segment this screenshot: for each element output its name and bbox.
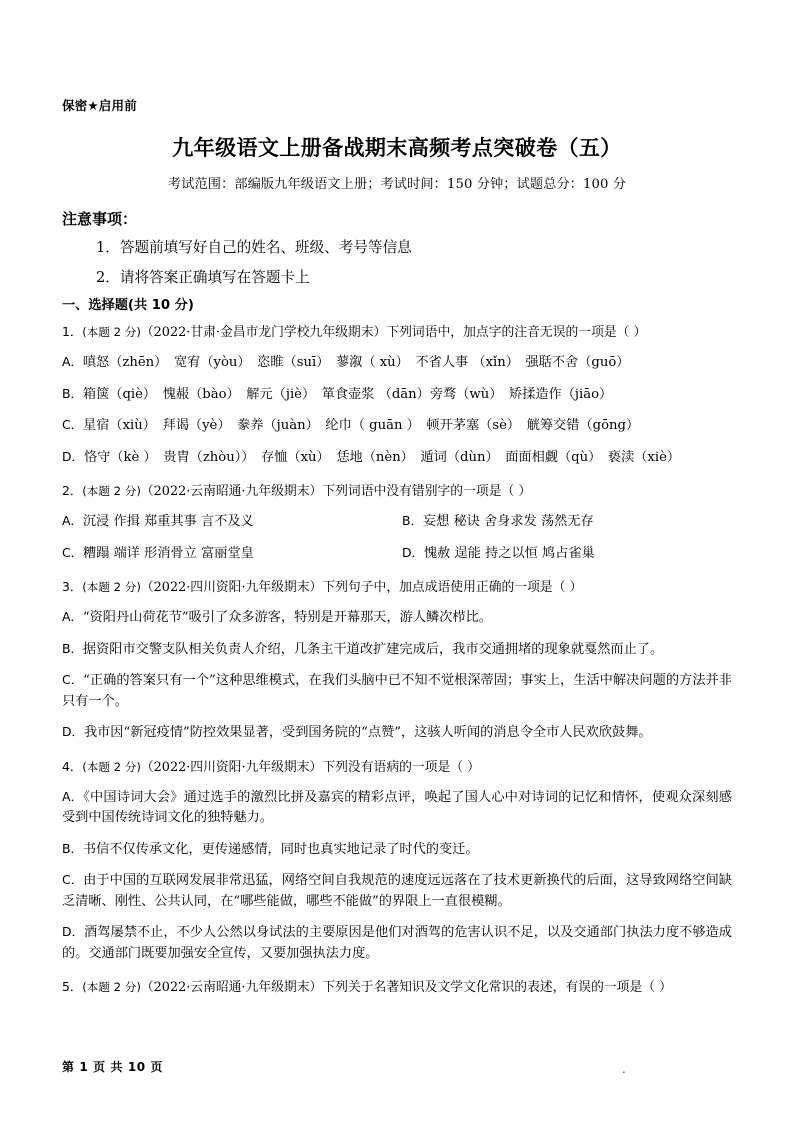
question-stem: [62, 323, 732, 342]
question-source: （2022·云南昭通·九年级期末）: [140, 484, 323, 500]
question-source: （2022·云南昭通·九年级期末）: [140, 980, 323, 996]
option-a: [62, 511, 402, 532]
page-content: [62, 98, 732, 1007]
option-label: C．: [62, 544, 84, 560]
notice-heading: 注意事项：: [62, 209, 138, 228]
option-c: [62, 543, 402, 564]
question-score: (本题 2 分): [82, 759, 141, 774]
exam-meta: 考试范围：部编版九年级语文上册；考试时间：150 分钟；试题总分：100 分: [167, 177, 627, 193]
option-label: A．: [62, 788, 84, 804]
option-label: D．: [402, 544, 424, 560]
option-text: 据资阳市交警支队相关负责人介绍，几条主干道改扩建完成后，我市交通拥堵的现象就戛然而止了。: [82, 641, 664, 657]
option-d: [62, 447, 732, 468]
option-label: B．: [62, 640, 83, 656]
question-source: （2022·甘肃·金昌市龙门学校九年级期末）: [140, 325, 387, 341]
question-1: [62, 323, 732, 468]
option-label: C．: [62, 672, 84, 688]
question-prompt: 下列没有语病的一项是（ ）: [322, 759, 480, 775]
option-c: [62, 415, 732, 436]
question-prompt: 下列关于名著知识及文学文化常识的表述，有误的一项是（ ）: [322, 980, 672, 996]
footer-dot-mark: .: [622, 1062, 626, 1076]
question-score: (本题 2 分): [82, 580, 141, 595]
option-c: [62, 870, 732, 912]
question-stem: [62, 978, 732, 997]
option-text: 糟蹋 端详 形消骨立 富丽堂皇: [83, 545, 254, 561]
notice-item: 1．答题前填写好自己的姓名、班级、考号等信息: [96, 239, 412, 257]
option-label: D．: [62, 924, 85, 940]
option-a: [62, 352, 732, 373]
page-number: 第 1 页 共 10 页: [62, 1060, 164, 1074]
section-heading-multiple-choice: 一、选择题(共 10 分): [62, 298, 194, 314]
option-text: 由于中国的互联网发展非常迅猛，网络空间自我规范的速度远远落在了技术更新换代的后面，这导致网络空间缺乏清晰、刚性、公共认同，在“哪些能做，哪些不能做”的界限上一直很模糊。: [62, 873, 732, 909]
option-label: B．: [62, 840, 83, 856]
option-text: 酒驾屡禁不止，不少人公然以身试法的主要原因是他们对酒驾的危害认识不足，以及交通部门执法力度不够造成的。交通部门既要加强安全宣传，又要加强执法力度。: [62, 925, 732, 961]
question-4: [62, 758, 732, 964]
option-b: [62, 639, 732, 660]
option-label: A．: [62, 513, 83, 529]
option-a: [62, 607, 732, 628]
option-label: A．: [62, 354, 83, 370]
page-title: 九年级语文上册备战期末高频考点突破卷（五）: [172, 136, 622, 160]
option-d: [62, 722, 732, 743]
option-label: C．: [62, 872, 84, 888]
option-text: 恪守（kè ） 贵胄（zhòu）） 存恤（xù） 恁地（nèn） 遁词（dùn） 面面相觑（qù） 亵渎（xiè）: [83, 449, 681, 465]
question-stem: [62, 482, 732, 501]
question-number: 4．: [62, 758, 83, 774]
question-number: 1．: [62, 324, 83, 340]
option-b: [62, 384, 732, 405]
question-number: 3．: [62, 579, 83, 595]
question-score: (本题 2 分): [82, 484, 141, 499]
option-text: 书信不仅传承文化，更传递感情，同时也真实地记录了时代的变迁。: [82, 841, 479, 857]
option-label: B．: [402, 513, 423, 529]
question-number: 5．: [62, 979, 83, 995]
question-stem: [62, 578, 732, 597]
question-stem: [62, 758, 732, 777]
question-prompt: 下列句子中，加点成语使用正确的一项是（ ）: [322, 580, 583, 596]
option-text: 嗔怒（zhēn） 宽宥（yòu） 恣睢（suī） 蓼溆（ xù） 不省人事 （xǐn） 强聒不舍（guō）: [82, 355, 630, 371]
option-row-cd: [62, 543, 732, 564]
option-text: 箱箧（qiè） 愧赧（bào） 解元（jiè） 箪食壶浆 （dān）旁骛（wù） 矫揉造作（jiāo）: [82, 386, 613, 402]
option-text: 《中国诗词大会》通过选手的激烈比拼及嘉宾的精彩点评，唤起了国人心中对诗词的记忆和情怀，使观众深刻感受到中国传统诗词文化的独特魅力。: [62, 789, 732, 826]
question-prompt: 下列词语中没有错别字的一项是（ ）: [322, 484, 532, 500]
option-label: A．: [62, 609, 83, 625]
question-number: 2．: [62, 483, 83, 499]
question-score: (本题 2 分): [82, 325, 141, 340]
option-text: “资阳丹山荷花节”吸引了众多游客，特别是开幕那天，游人鳞次栉比。: [82, 610, 492, 626]
option-b: [402, 511, 732, 532]
option-text: “正确的答案只有一个”这种思维模式，在我们头脑中已不知不觉根深蒂固；事实上，生活中解决问题的方法并非只有一个。: [62, 673, 732, 709]
option-d: [402, 543, 732, 564]
page-footer: [62, 1058, 731, 1078]
option-d: [62, 922, 732, 964]
option-b: [62, 839, 732, 860]
notice-item: 2．请将答案正确填写在答题卡上: [96, 269, 310, 287]
option-text: 妄想 秘诀 舍身求发 荡然无存: [422, 514, 594, 530]
question-2: [62, 482, 732, 564]
question-source: （2022·四川资阳·九年级期末）: [140, 759, 323, 775]
question-5: [62, 978, 732, 997]
question-score: (本题 2 分): [82, 980, 141, 995]
secrecy-notice: 保密★启用前: [62, 98, 137, 113]
option-label: D．: [62, 448, 84, 464]
option-label: B．: [62, 385, 83, 401]
option-label: C．: [62, 417, 84, 433]
option-text: 星宿（xiù） 拜谒（yè） 豢养（juàn） 纶巾（ guān ） 顿开茅塞（sè） 觥筹交错（gōng）: [83, 418, 640, 434]
option-c: [62, 670, 732, 712]
option-a: [62, 787, 732, 829]
option-text: 沉浸 作揖 郑重其事 言不及义: [82, 514, 254, 530]
question-source: （2022·四川资阳·九年级期末）: [140, 580, 323, 596]
option-label: D．: [62, 724, 84, 740]
option-row-ab: [62, 511, 732, 532]
option-text: 我市因“新冠疫情”防控效果显著，受到国务院的“点赞”，这骇人听闻的消息令全市人民欢欣鼓舞。: [83, 725, 652, 741]
option-text: 愧赦 逞能 持之以恒 鸠占雀巢: [423, 545, 595, 561]
question-prompt: 下列词语中，加点字的注音无误的一项是（ ）: [386, 325, 647, 341]
question-3: [62, 578, 732, 743]
